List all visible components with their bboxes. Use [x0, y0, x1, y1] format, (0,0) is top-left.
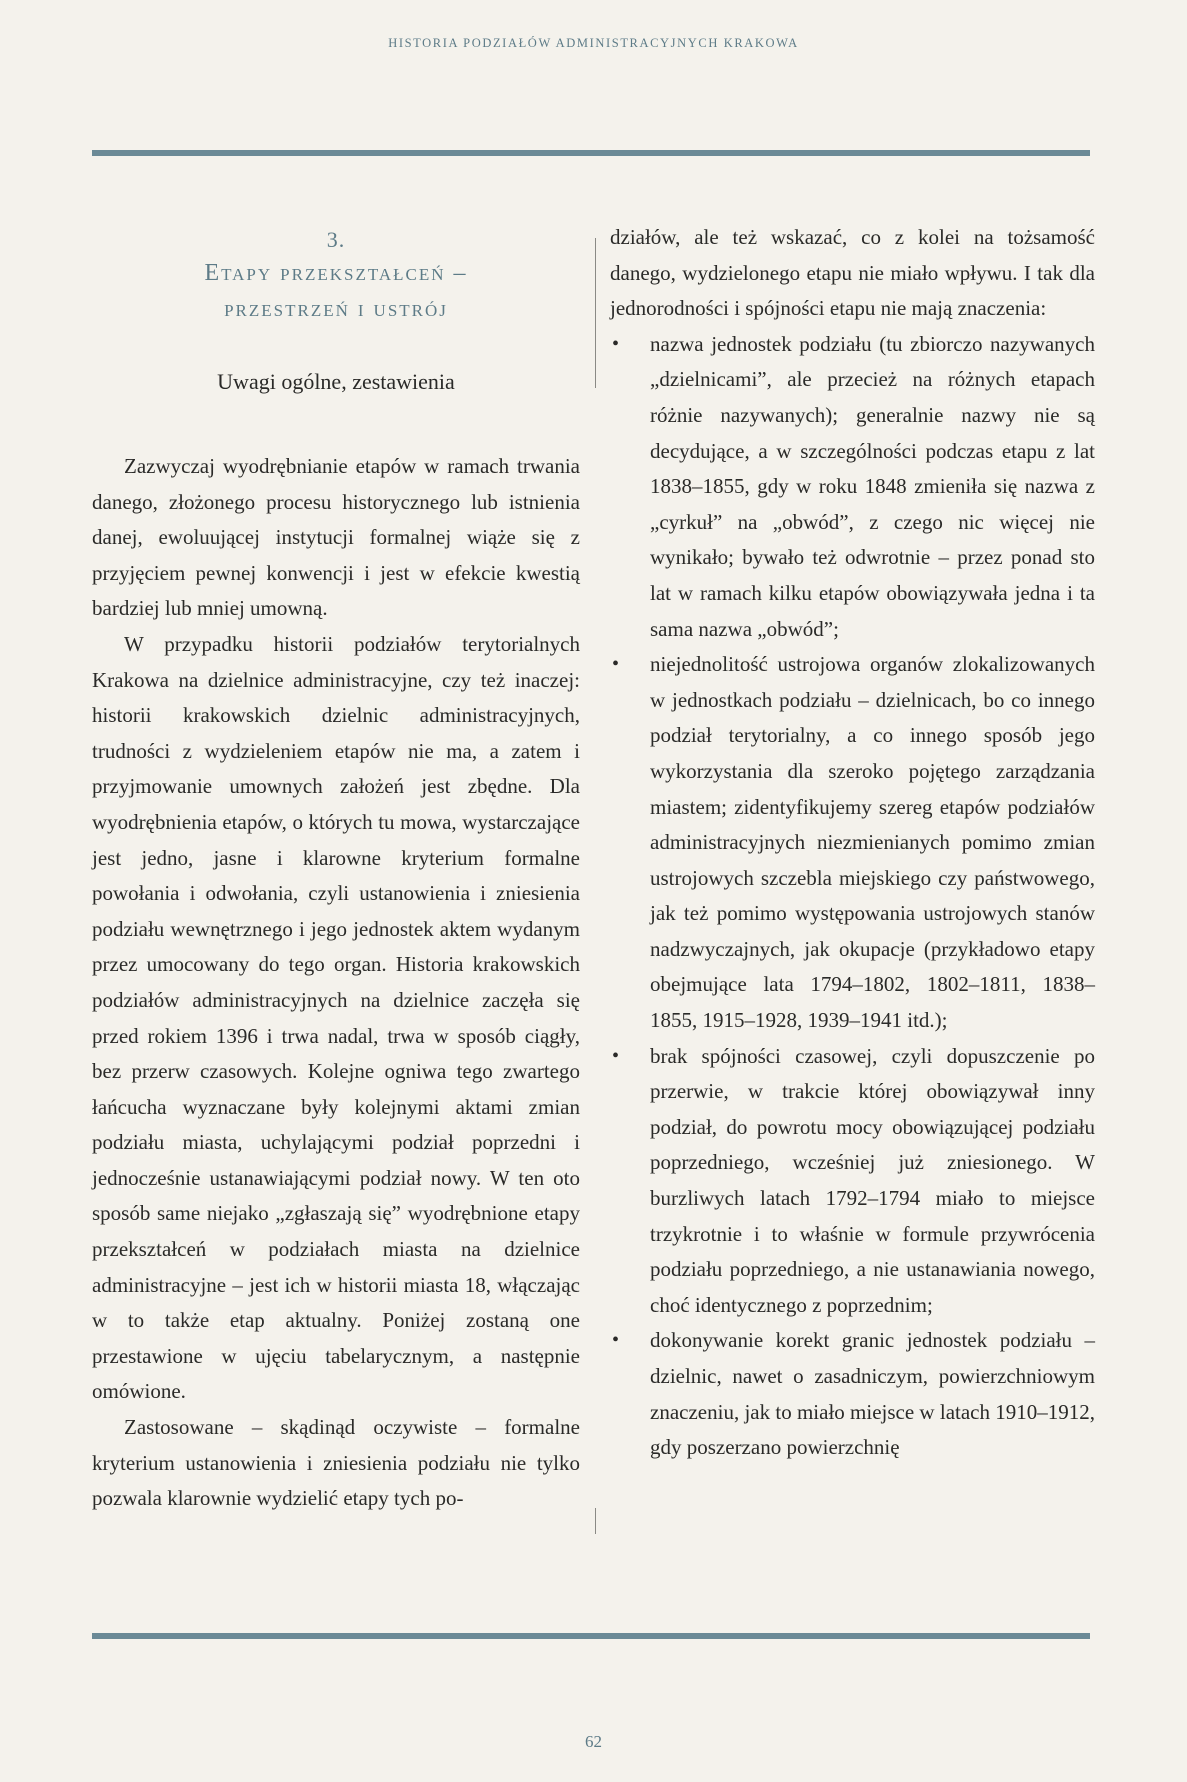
- paragraph-1: Zazwyczaj wyodrębnianie etapów w ramach trwania danego, złożonego procesu historycznego lub istnienia danej, ewoluującej instytucji formalnej wiąże się z przyjęciem pewnej konwencji i jest w efekcie kwestią bardziej lub mniej umowną.: [92, 454, 580, 621]
- right-intro-paragraph: działów, ale też wskazać, co z kolei na tożsamość danego, wydzielonego etapu nie miało wpływu. I tak dla jednorodności i spójności etapu nie mają znaczenia:: [610, 225, 1095, 321]
- list-item: [610, 1323, 1095, 1465]
- bullet-list: [610, 327, 1095, 1466]
- list-item-text: dokonywanie korekt granic jednostek podziału – dzielnic, nawet o zasadniczym, powierzchniowym znaczeniu, jak to miało miejsce w latach 1910–1912, gdy poszerzano powierzchnię: [650, 1328, 1095, 1460]
- chapter-number: 3.: [326, 227, 346, 252]
- bullet-icon: •: [612, 1329, 620, 1352]
- page-number: 62: [585, 1732, 602, 1751]
- bullet-icon: •: [612, 332, 620, 355]
- chapter-title-line-1: Etapy przekształceń –: [204, 260, 468, 286]
- list-item: [610, 647, 1095, 1039]
- column-divider-top: [595, 238, 596, 388]
- bullet-icon: •: [612, 653, 620, 676]
- list-item-text: nazwa jednostek podziału (tu zbiorczo nazywanych „dzielnicami”, ale przecież na różnych etapach różnie nazywanych); generalnie nazwy nie są decydujące, a w szczególności podczas etapu z lat 1838–1855, gdy w roku 1848 zmieniła się nazwa z „cyrkuł” na „obwód”, z czego nic więcej nie wynikało; bywało też odwrotnie – przez ponad sto lat w ramach kilku etapów obowiązywała jedna i ta sama nazwa „obwód”;: [650, 331, 1095, 641]
- paragraph-3: Zastosowane – skądinąd oczywiste – formalne kryterium ustanowienia i zniesienia podziału nie tylko pozwala klarownie wydzielić etapy tych po-: [92, 1415, 580, 1511]
- bullet-icon: •: [612, 1044, 620, 1067]
- running-head: HISTORIA PODZIAŁÓW ADMINISTRACYJNYCH KRAKOWA: [388, 36, 799, 50]
- chapter-title-line-2: przestrzeń i ustrój: [224, 296, 448, 322]
- left-column: [92, 225, 580, 1517]
- list-item-text: brak spójności czasowej, czyli dopuszczenie po przerwie, w trakcie której obowiązywał inny podział, do powrotu mocy obowiązującej podziału poprzedniego, wcześniej już zniesionego. W burzliwych latach 1792–1794 miało to miejsce trzykrotnie i to właśnie w formule przywrócenia podziału poprzedniego, a nie ustanawiania nowego, choć identycznego z poprzednim;: [650, 1043, 1095, 1317]
- bottom-rule: [92, 1633, 1090, 1639]
- right-column: [610, 220, 1095, 1466]
- list-item-text: niejednolitość ustrojowa organów zlokalizowanych w jednostkach podziału – dzielnicach, bo co innego podział terytorialny, a co innego sposób jego wykorzystania dla szeroko pojętego zarządzania miastem; zidentyfikujemy szereg etapów podziałów administracyjnych niezmienianych pomimo zmian ustrojowych szczebla miejskiego czy państwowego, jak też pomimo występowania ustrojowych stanów nadzwyczajnych, jak okupacje (przykładowo etapy obejmujące lata 1794–1802, 1802–1811, 1838–1855, 1915–1928, 1939–1941 itd.);: [650, 652, 1095, 1033]
- top-rule: [92, 150, 1090, 156]
- list-item: [610, 327, 1095, 647]
- column-divider-bottom: [595, 1508, 596, 1534]
- section-heading: Uwagi ogólne, zestawienia: [217, 369, 455, 394]
- paragraph-2: W przypadku historii podziałów terytorialnych Krakowa na dzielnice administracyjne, czy też inaczej: historii krakowskich dzielnic administracyjnych, trudności z wydzieleniem etapów nie ma, a zatem i przyjmowanie umownych założeń jest zbędne. Dla wyodrębnienia etapów, o których tu mowa, wystarczające jest jedno, jasne i klarowne kryterium formalne powołania i odwołania, czyli ustanowienia i zniesienia podziału wewnętrznego i jego jednostek aktem wydanym przez umocowany do tego organ. Historia krakowskich podziałów administracyjnych na dzielnice zaczęła się przed rokiem 1396 i trwa nadal, trwa w sposób ciągły, bez przerw czasowych. Kolejne ogniwa tego zwartego łańcucha wyznaczane były kolejnymi aktami zmian podziału miasta, uchylającymi podział poprzedni i jednocześnie ustanawiającymi podział nowy. W ten oto sposób same niejako „zgłaszają się” wyodrębnione etapy przekształceń w podziałach miasta na dzielnice administracyjne – jest ich w historii miasta 18, włączając w to także etap aktualny. Poniżej zostaną one przestawione w ujęciu tabelarycznym, a następnie omówione.: [92, 631, 580, 1404]
- list-item: [610, 1039, 1095, 1324]
